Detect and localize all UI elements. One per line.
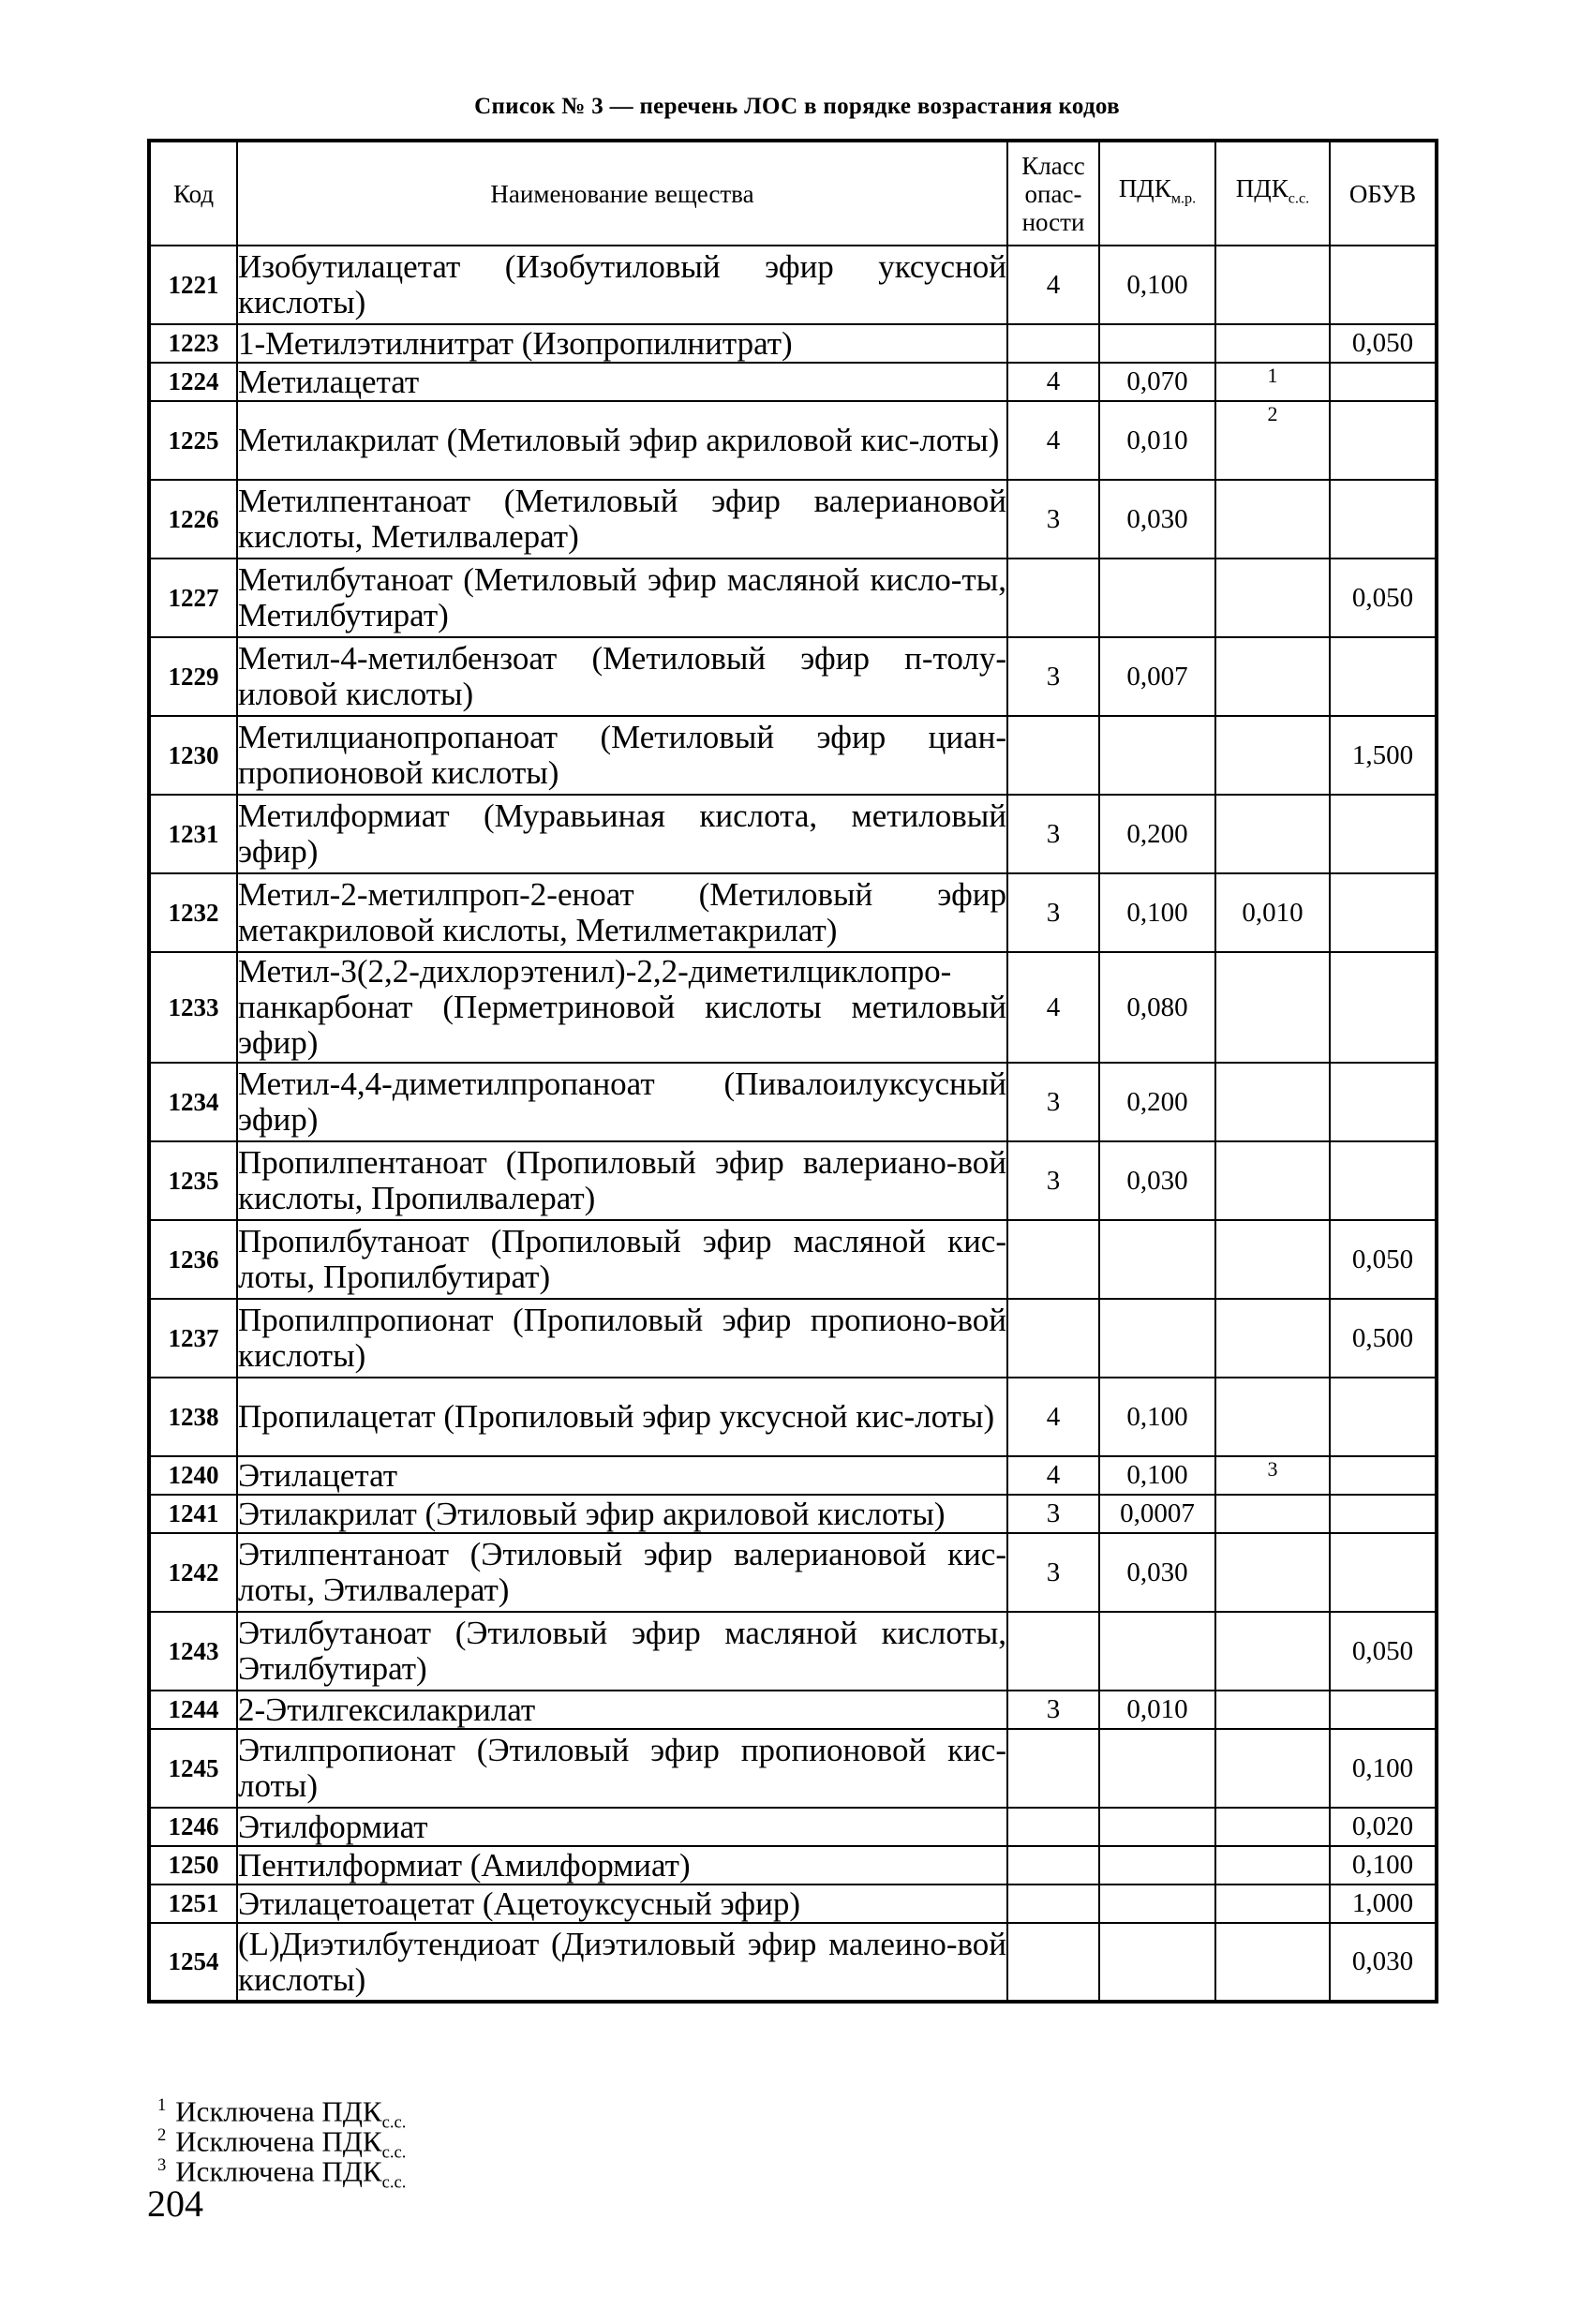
row-obuv [1330,1063,1437,1141]
footnote-mark: 1 [157,2095,167,2115]
row-class: 3 [1007,795,1099,873]
row-pdk-ss [1215,1495,1330,1533]
row-code: 1243 [149,1612,237,1691]
footnote-text: Исключена ПДК [175,2094,382,2128]
page-title: Список № 3 — перечень ЛОС в порядке возрастания кодов [474,94,1120,119]
row-pdk-ss: 2 [1215,401,1330,480]
row-obuv: 0,050 [1330,559,1437,637]
row-pdk-ss [1215,1220,1330,1299]
row-class [1007,1299,1099,1378]
table-row [149,1063,1437,1141]
row-code: 1227 [149,559,237,637]
row-class: 3 [1007,480,1099,559]
row-class: 3 [1007,873,1099,952]
table-row [149,1220,1437,1299]
table-row [149,1729,1437,1808]
row-pdk-mr: 0,200 [1099,795,1215,873]
row-pdk-ss [1215,1885,1330,1923]
row-code: 1226 [149,480,237,559]
row-name: Пропилпентаноат (Пропиловый эфир валериано-вой кислоты, Пропилвалерат) [237,1141,1007,1220]
row-obuv: 0,050 [1330,324,1437,363]
row-pdk-ss: 0,010 [1215,873,1330,952]
row-pdk-ss [1215,795,1330,873]
row-pdk-mr [1099,1299,1215,1378]
row-code: 1237 [149,1299,237,1378]
table-row [149,637,1437,716]
row-name: Пропилбутаноат (Пропиловый эфир масляной кис-лоты, Пропилбутират) [237,1220,1007,1299]
row-pdk-mr [1099,559,1215,637]
row-pdk-ss: 1 [1215,363,1330,401]
header-pdk-ss-sub: с.с. [1288,189,1310,207]
header-code: Код [149,141,237,246]
row-obuv [1330,480,1437,559]
footnote-sub: с.с. [381,2112,407,2133]
row-name: Этилпентаноат (Этиловый эфир валериановой кис-лоты, Этилвалерат) [237,1533,1007,1612]
row-name: Метилацетат [237,363,1007,401]
row-class: 3 [1007,1063,1099,1141]
row-pdk-ss [1215,480,1330,559]
table-row [149,1141,1437,1220]
row-code: 1245 [149,1729,237,1808]
row-pdk-mr: 0,010 [1099,1691,1215,1729]
footnote-text: Исключена ПДК [175,2154,382,2188]
table-row [149,873,1437,952]
los-table [147,139,1438,2004]
row-code: 1235 [149,1141,237,1220]
row-code: 1225 [149,401,237,480]
row-name: Метил-4,4-диметилпропаноат (Пивалоилуксусный эфир) [237,1063,1007,1141]
row-name: (L)Диэтилбутендиоат (Диэтиловый эфир малеино-вой кислоты) [237,1923,1007,2002]
header-pdk-ss-label: ПДК [1235,174,1289,203]
footnote-mark: 3 [157,2155,167,2175]
row-obuv: 0,100 [1330,1846,1437,1885]
row-obuv [1330,1691,1437,1729]
row-pdk-ss [1215,716,1330,795]
row-pdk-mr [1099,1729,1215,1808]
table-row [149,1885,1437,1923]
header-pdk-mr-label: ПДК [1118,174,1171,203]
row-pdk-mr: 0,030 [1099,480,1215,559]
row-pdk-ss [1215,324,1330,363]
row-class: 3 [1007,637,1099,716]
row-obuv: 0,100 [1330,1729,1437,1808]
row-class [1007,1885,1099,1923]
row-pdk-mr: 0,100 [1099,246,1215,324]
row-pdk-ss [1215,1141,1330,1220]
row-name: Пентилформиат (Амилформиат) [237,1846,1007,1885]
row-pdk-mr [1099,716,1215,795]
row-pdk-ss [1215,1612,1330,1691]
row-pdk-mr: 0,030 [1099,1533,1215,1612]
row-name: Метил-2-метилпроп-2-еноат (Метиловый эфир метакриловой кислоты, Метилметакрилат) [237,873,1007,952]
row-pdk-mr [1099,1846,1215,1885]
row-class [1007,324,1099,363]
row-class: 4 [1007,1378,1099,1456]
row-class: 3 [1007,1691,1099,1729]
row-obuv: 0,050 [1330,1220,1437,1299]
row-obuv [1330,1141,1437,1220]
row-name: Этилацетат [237,1456,1007,1495]
table-row [149,1299,1437,1378]
row-code: 1232 [149,873,237,952]
row-obuv [1330,1533,1437,1612]
table-row [149,1808,1437,1846]
header-pdk-mr [1099,141,1215,246]
row-class [1007,716,1099,795]
row-pdk-ss [1215,1729,1330,1808]
row-name: Метилакрилат (Метиловый эфир акриловой кис-лоты) [237,401,1007,480]
footnote-sub: с.с. [381,2172,407,2193]
header-obuv: ОБУВ [1330,141,1437,246]
row-name: 1-Метилэтилнитрат (Изопропилнитрат) [237,324,1007,363]
row-pdk-ss: 3 [1215,1456,1330,1495]
row-class: 3 [1007,1141,1099,1220]
row-pdk-ss [1215,637,1330,716]
row-class: 4 [1007,246,1099,324]
table-row [149,716,1437,795]
footnote-mark: 2 [157,2125,167,2145]
row-pdk-ss [1215,1808,1330,1846]
table-row [149,1495,1437,1533]
row-name: Метилпентаноат (Метиловый эфир валериановой кислоты, Метилвалерат) [237,480,1007,559]
row-pdk-mr: 0,100 [1099,873,1215,952]
row-pdk-mr: 0,010 [1099,401,1215,480]
row-class: 4 [1007,401,1099,480]
row-name: Этилформиат [237,1808,1007,1846]
row-code: 1231 [149,795,237,873]
row-code: 1251 [149,1885,237,1923]
row-pdk-ss [1215,1846,1330,1885]
table-row [149,246,1437,324]
row-code: 1234 [149,1063,237,1141]
row-code: 1223 [149,324,237,363]
row-class [1007,559,1099,637]
page-number: 204 [147,2182,203,2225]
row-pdk-ss [1215,952,1330,1063]
row-name: Этилбутаноат (Этиловый эфир масляной кислоты, Этилбутират) [237,1612,1007,1691]
row-name: Метилцианопропаноат (Метиловый эфир циан-пропионовой кислоты) [237,716,1007,795]
row-obuv [1330,1378,1437,1456]
row-code: 1229 [149,637,237,716]
row-obuv: 1,000 [1330,1885,1437,1923]
row-pdk-ss [1215,1063,1330,1141]
row-code: 1242 [149,1533,237,1612]
row-class [1007,1808,1099,1846]
row-name: Метилбутаноат (Метиловый эфир масляной кисло-ты, Метилбутират) [237,559,1007,637]
row-class: 3 [1007,1533,1099,1612]
row-pdk-mr: 0,080 [1099,952,1215,1063]
row-obuv [1330,246,1437,324]
row-name: Этилакрилат (Этиловый эфир акриловой кислоты) [237,1495,1007,1533]
table-row [149,795,1437,873]
row-pdk-ss [1215,1691,1330,1729]
footnote-sub: с.с. [381,2142,407,2163]
row-obuv: 0,500 [1330,1299,1437,1378]
row-name: 2-Этилгексилакрилат [237,1691,1007,1729]
row-pdk-mr [1099,1612,1215,1691]
row-name: Пропилацетат (Пропиловый эфир уксусной кис-лоты) [237,1378,1007,1456]
row-obuv [1330,637,1437,716]
table-row [149,401,1437,480]
row-class: 3 [1007,1495,1099,1533]
row-code: 1233 [149,952,237,1063]
row-pdk-mr [1099,1220,1215,1299]
header-class: Класс опас-ности [1007,141,1099,246]
row-code: 1241 [149,1495,237,1533]
table-row [149,1612,1437,1691]
row-code: 1250 [149,1846,237,1885]
row-obuv [1330,873,1437,952]
row-obuv: 0,020 [1330,1808,1437,1846]
row-pdk-mr: 0,200 [1099,1063,1215,1141]
row-name: Метил-3(2,2-дихлорэтенил)-2,2-диметилциклопро-панкарбонат (Перметриновой кислоты метиловый эфир) [238,953,1006,1061]
row-code: 1254 [149,1923,237,2002]
table-row [149,1846,1437,1885]
row-name: Метилформиат (Муравьиная кислота, метиловый эфир) [237,795,1007,873]
row-name: Изобутилацетат (Изобутиловый эфир уксусной кислоты) [237,246,1007,324]
table-row [149,363,1437,401]
row-pdk-mr [1099,324,1215,363]
row-pdk-mr: 0,030 [1099,1141,1215,1220]
table-row [149,952,1437,1063]
row-pdk-ss [1215,559,1330,637]
row-obuv [1330,363,1437,401]
row-class [1007,1923,1099,2002]
row-pdk-mr: 0,100 [1099,1456,1215,1495]
row-obuv: 0,030 [1330,1923,1437,2002]
header-pdk-mr-sub: м.р. [1170,189,1197,207]
table-row [149,1533,1437,1612]
row-obuv: 0,050 [1330,1612,1437,1691]
row-pdk-mr: 0,100 [1099,1378,1215,1456]
row-code: 1221 [149,246,237,324]
row-class: 4 [1007,363,1099,401]
row-obuv [1330,795,1437,873]
row-pdk-mr [1099,1885,1215,1923]
row-obuv [1330,401,1437,480]
row-obuv [1330,1495,1437,1533]
row-pdk-ss [1215,1533,1330,1612]
row-pdk-mr: 0,070 [1099,363,1215,401]
row-code: 1240 [149,1456,237,1495]
table-row [149,480,1437,559]
table-row [149,1923,1437,2002]
row-name: Этилацетоацетат (Ацетоуксусный эфир) [237,1885,1007,1923]
row-class: 4 [1007,1456,1099,1495]
row-obuv [1330,1456,1437,1495]
header-name: Наименование вещества [237,141,1007,246]
row-pdk-ss [1215,1299,1330,1378]
row-code: 1236 [149,1220,237,1299]
row-class: 4 [1007,952,1099,1063]
row-pdk-ss [1215,1923,1330,2002]
row-class [1007,1846,1099,1885]
footnote-text: Исключена ПДК [175,2124,382,2158]
row-code: 1224 [149,363,237,401]
row-class [1007,1220,1099,1299]
row-name: Этилпропионат (Этиловый эфир пропионовой кис-лоты) [237,1729,1007,1808]
table-row [149,1691,1437,1729]
row-pdk-ss [1215,246,1330,324]
header-pdk-ss [1215,141,1330,246]
row-pdk-mr: 0,0007 [1099,1495,1215,1533]
row-pdk-ss [1215,1378,1330,1456]
row-pdk-mr [1099,1923,1215,2002]
table-row [149,1378,1437,1456]
table-header-row [149,141,1437,246]
row-code: 1244 [149,1691,237,1729]
row-class [1007,1612,1099,1691]
row-pdk-mr [1099,1808,1215,1846]
row-obuv: 1,500 [1330,716,1437,795]
row-obuv [1330,952,1437,1063]
table-row [149,1456,1437,1495]
row-code: 1230 [149,716,237,795]
row-pdk-mr: 0,007 [1099,637,1215,716]
table-row [149,559,1437,637]
row-code: 1238 [149,1378,237,1456]
row-class [1007,1729,1099,1808]
table-row [149,324,1437,363]
row-code: 1246 [149,1808,237,1846]
row-name: Пропилпропионат (Пропиловый эфир пропионо-вой кислоты) [237,1299,1007,1378]
row-name: Метил-4-метилбензоат (Метиловый эфир п-толу-иловой кислоты) [237,637,1007,716]
